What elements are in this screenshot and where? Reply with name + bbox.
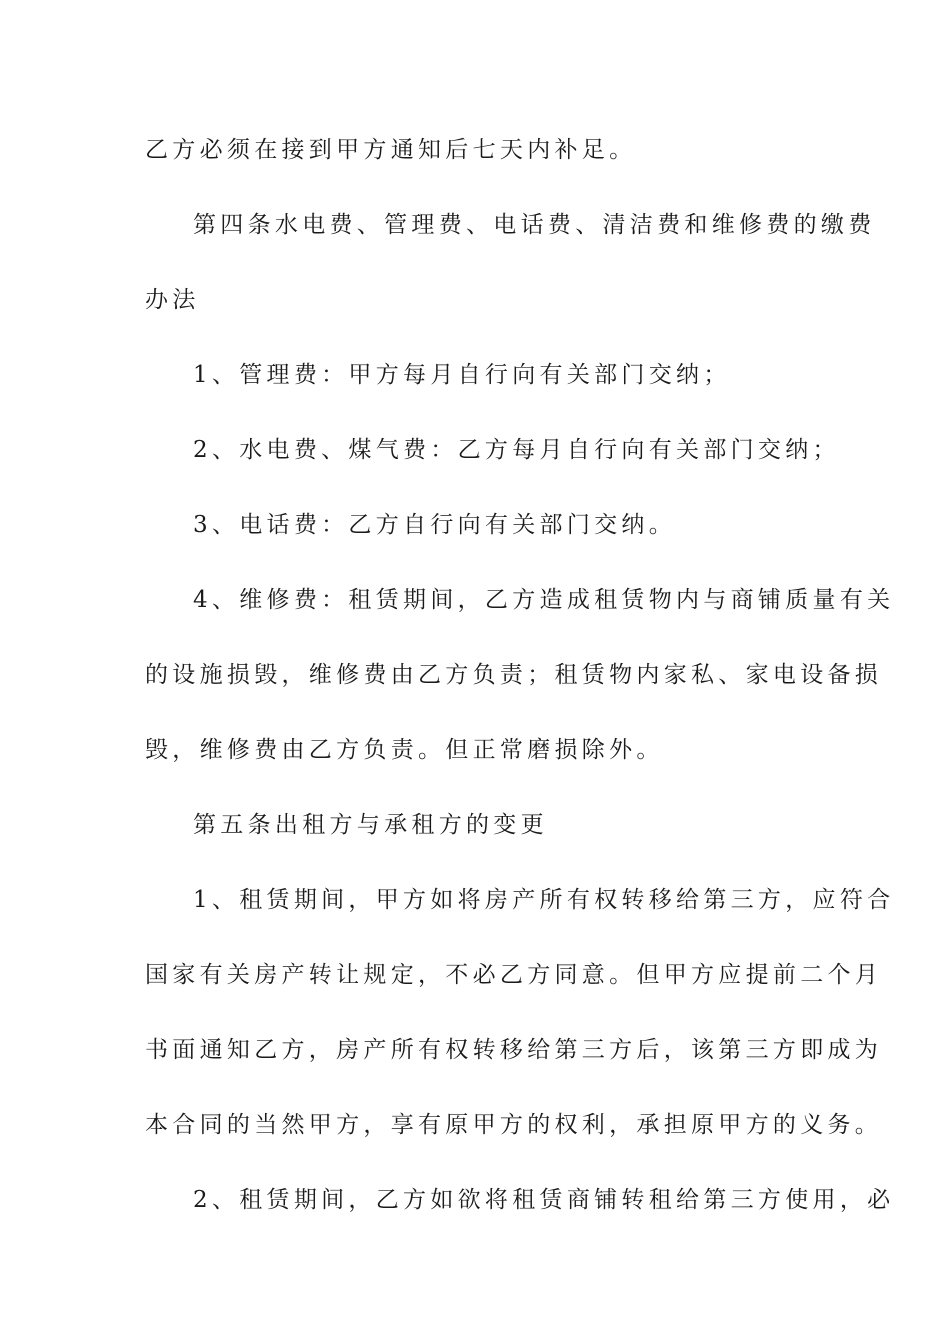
text-line: 国家有关房产转让规定，不必乙方同意。但甲方应提前二个月 xyxy=(145,962,883,988)
list-item: 1、管理费：甲方每月自行向有关部门交纳； xyxy=(193,362,731,388)
text-line: 毁，维修费由乙方负责。但正常磨损除外。 xyxy=(145,737,664,763)
list-item: 2、水电费、煤气费：乙方每月自行向有关部门交纳； xyxy=(193,437,840,463)
section-heading-article-4: 第四条水电费、管理费、电话费、清洁费和维修费的缴费 xyxy=(193,212,876,238)
list-item: 1、租赁期间，甲方如将房产所有权转移给第三方，应符合 xyxy=(193,887,895,913)
list-item: 3、电话费：乙方自行向有关部门交纳。 xyxy=(193,512,677,538)
list-item: 4、维修费：租赁期间，乙方造成租赁物内与商铺质量有关 xyxy=(193,587,895,613)
text-line: 办法 xyxy=(145,287,200,313)
section-heading-article-5: 第五条出租方与承租方的变更 xyxy=(193,812,548,838)
list-item: 2、租赁期间，乙方如欲将租赁商铺转租给第三方使用，必 xyxy=(193,1187,895,1213)
text-line: 乙方必须在接到甲方通知后七天内补足。 xyxy=(145,137,637,163)
text-line: 的设施损毁，维修费由乙方负责；租赁物内家私、家电设备损 xyxy=(145,662,883,688)
text-line: 本合同的当然甲方，享有原甲方的权利，承担原甲方的义务。 xyxy=(145,1112,883,1138)
text-line: 书面通知乙方，房产所有权转移给第三方后，该第三方即成为 xyxy=(145,1037,883,1063)
